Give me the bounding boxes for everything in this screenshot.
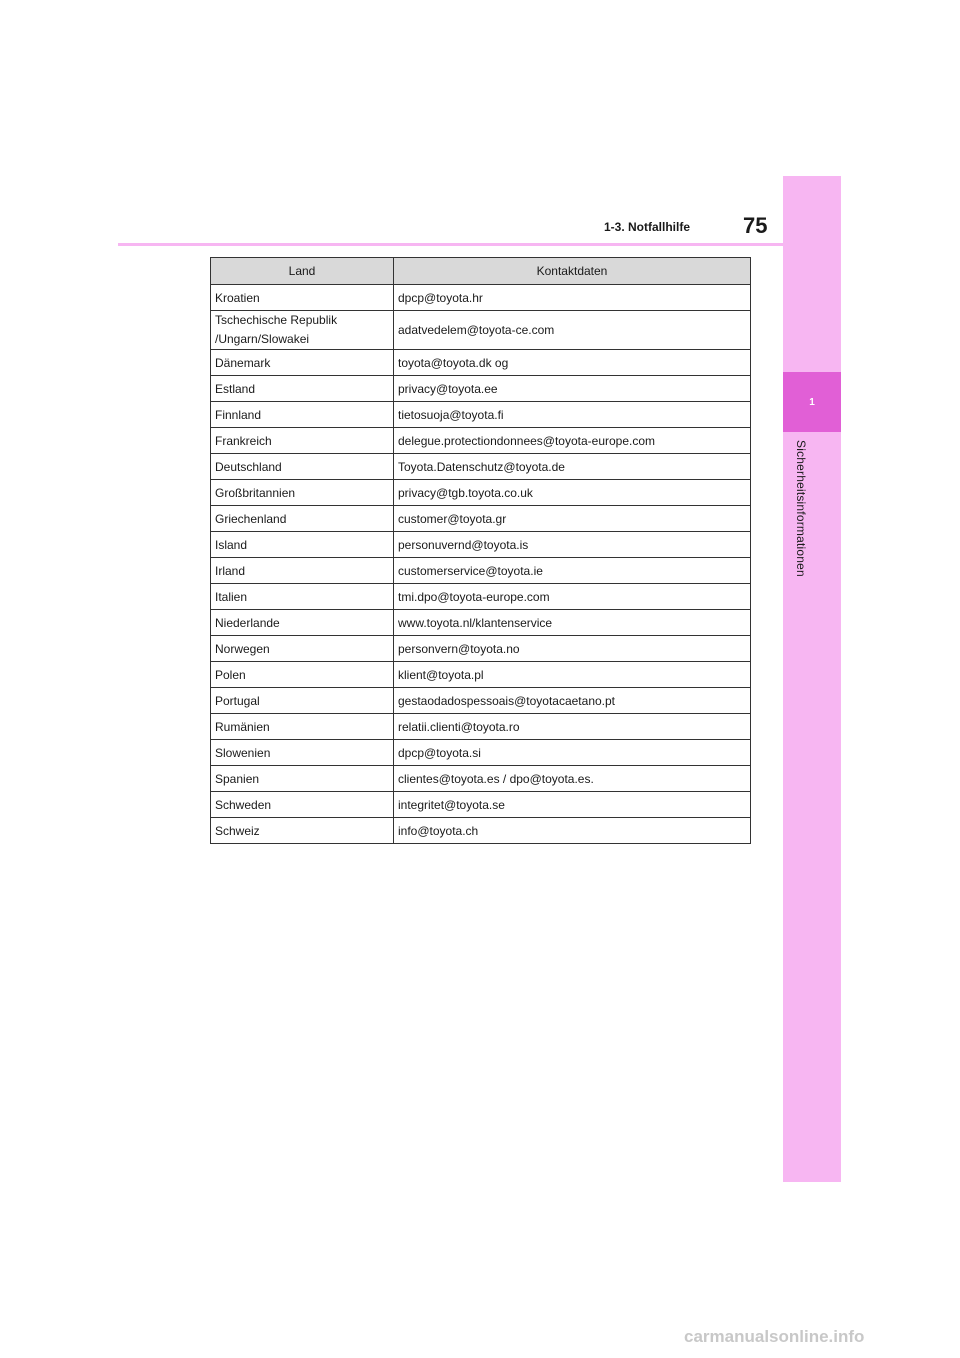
contact-cell: dpcp@toyota.si	[394, 740, 751, 766]
table-row	[211, 350, 751, 376]
country-cell: Deutschland	[211, 454, 394, 480]
chapter-side-strip	[783, 176, 841, 1182]
country-cell: Slowenien	[211, 740, 394, 766]
table-row	[211, 584, 751, 610]
section-title: 1-3. Notfallhilfe	[604, 220, 691, 234]
contact-cell: delegue.protectiondonnees@toyota-europe.com	[394, 428, 751, 454]
page-number: 75	[743, 213, 768, 238]
contact-cell: toyota@toyota.dk og	[394, 350, 751, 376]
chapter-title: Sicherheitsinformationen	[794, 440, 808, 577]
contact-cell: gestaodadospessoais@toyotacaetano.pt	[394, 688, 751, 714]
country-cell: Rumänien	[211, 714, 394, 740]
contact-cell: relatii.clienti@toyota.ro	[394, 714, 751, 740]
table-row	[211, 402, 751, 428]
country-cell: Italien	[211, 584, 394, 610]
table-row	[211, 688, 751, 714]
table-row	[211, 818, 751, 844]
country-cell: Polen	[211, 662, 394, 688]
contact-cell: personvern@toyota.no	[394, 636, 751, 662]
contact-cell: clientes@toyota.es / dpo@toyota.es.	[394, 766, 751, 792]
contact-cell: privacy@toyota.ee	[394, 376, 751, 402]
table-row	[211, 311, 751, 350]
table-row	[211, 454, 751, 480]
table-row	[211, 792, 751, 818]
contact-cell: integritet@toyota.se	[394, 792, 751, 818]
table-row	[211, 636, 751, 662]
column-header-country: Land	[211, 258, 394, 285]
country-cell: Frankreich	[211, 428, 394, 454]
country-cell: Island	[211, 532, 394, 558]
table-row	[211, 740, 751, 766]
contact-cell: info@toyota.ch	[394, 818, 751, 844]
contact-cell: customerservice@toyota.ie	[394, 558, 751, 584]
table-row	[211, 662, 751, 688]
contact-cell: privacy@tgb.toyota.co.uk	[394, 480, 751, 506]
column-header-contact: Kontaktdaten	[394, 258, 751, 285]
country-cell: Norwegen	[211, 636, 394, 662]
country-cell: Schweiz	[211, 818, 394, 844]
table-row	[211, 285, 751, 311]
contact-cell: personuvernd@toyota.is	[394, 532, 751, 558]
contact-cell: www.toyota.nl/klantenservice	[394, 610, 751, 636]
contact-cell: Toyota.Datenschutz@toyota.de	[394, 454, 751, 480]
country-cell: Tschechische Republik /Ungarn/Slowakei	[211, 311, 394, 350]
contact-cell: dpcp@toyota.hr	[394, 285, 751, 311]
country-cell: Griechenland	[211, 506, 394, 532]
country-cell: Finnland	[211, 402, 394, 428]
contact-table	[210, 257, 751, 844]
table-row	[211, 532, 751, 558]
table-row	[211, 610, 751, 636]
table-row	[211, 714, 751, 740]
country-cell: Dänemark	[211, 350, 394, 376]
country-cell: Kroatien	[211, 285, 394, 311]
country-cell: Niederlande	[211, 610, 394, 636]
table-row	[211, 506, 751, 532]
contact-cell: klient@toyota.pl	[394, 662, 751, 688]
watermark: carmanualsonline.info	[684, 1327, 865, 1346]
chapter-tab[interactable]	[783, 372, 841, 432]
contact-cell: customer@toyota.gr	[394, 506, 751, 532]
table-header-row	[211, 258, 751, 285]
country-cell: Portugal	[211, 688, 394, 714]
table-row	[211, 558, 751, 584]
country-cell: Estland	[211, 376, 394, 402]
country-cell: Irland	[211, 558, 394, 584]
table-row	[211, 376, 751, 402]
country-cell: Schweden	[211, 792, 394, 818]
country-cell: Spanien	[211, 766, 394, 792]
contact-cell: tietosuoja@toyota.fi	[394, 402, 751, 428]
header-divider	[118, 243, 783, 246]
contact-cell: tmi.dpo@toyota-europe.com	[394, 584, 751, 610]
table-row	[211, 428, 751, 454]
chapter-number: 1	[809, 396, 815, 408]
country-cell: Großbritannien	[211, 480, 394, 506]
table-row	[211, 480, 751, 506]
table-row	[211, 766, 751, 792]
contact-cell: adatvedelem@toyota-ce.com	[394, 311, 751, 350]
